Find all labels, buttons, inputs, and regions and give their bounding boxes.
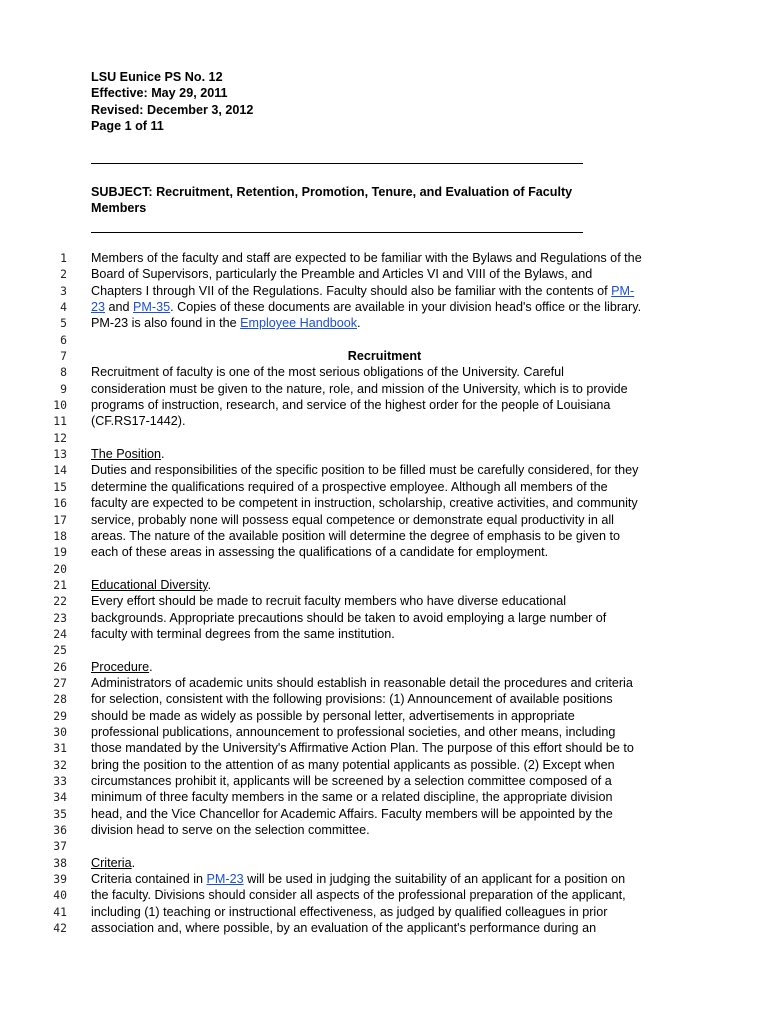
document-line bbox=[0, 675, 770, 691]
document-header bbox=[91, 69, 253, 135]
text-run: those mandated by the University's Affirmative Action Plan. The purpose of this effort should be to bbox=[91, 741, 634, 756]
document-line bbox=[0, 495, 770, 511]
page-indicator: Page 1 of 11 bbox=[91, 119, 164, 134]
text-run: should be made as widely as possible by personal letter, advertisements in appropriate bbox=[91, 708, 575, 723]
line-number: 22 bbox=[53, 594, 67, 609]
document-line bbox=[0, 626, 770, 642]
document-line bbox=[0, 920, 770, 936]
document-line bbox=[0, 757, 770, 773]
text-run: head, and the Vice Chancellor for Academic Affairs. Faculty members will be appointed by the bbox=[91, 806, 613, 821]
line-number: 36 bbox=[53, 823, 67, 838]
text-run: Administrators of academic units should establish in reasonable detail the procedures and criteria bbox=[91, 675, 633, 690]
line-text bbox=[91, 479, 608, 495]
document-line bbox=[0, 528, 770, 544]
text-run: Board of Supervisors, particularly the Preamble and Articles VI and VIII of the Bylaws, and bbox=[91, 267, 593, 282]
line-number: 21 bbox=[53, 577, 67, 592]
line-text bbox=[91, 364, 564, 380]
line-number: 41 bbox=[53, 904, 67, 919]
text-run: Duties and responsibilities of the specific position to be filled must be carefully considered, for they bbox=[91, 463, 639, 478]
line-text bbox=[91, 822, 370, 838]
subsection-heading: Criteria bbox=[91, 855, 132, 870]
document-line bbox=[0, 838, 770, 854]
line-text bbox=[91, 740, 634, 756]
text-run: consideration must be given to the nature, role, and mission of the University, which is to provide bbox=[91, 381, 628, 396]
text-run: Chapters I through VII of the Regulations. Faculty should also be familiar with the contents of bbox=[91, 283, 612, 298]
document-line bbox=[0, 708, 770, 724]
text-run: professional publications, announcement to professional societies, and other means, including bbox=[91, 724, 616, 739]
text-run: for selection, consistent with the following provisions: (1) Announcement of available positions bbox=[91, 692, 613, 707]
document-line bbox=[0, 315, 770, 331]
revised-date: Revised: December 3, 2012 bbox=[91, 102, 254, 117]
line-text bbox=[91, 675, 633, 691]
line-number: 9 bbox=[60, 381, 67, 396]
subject-divider bbox=[91, 232, 583, 233]
subsection-heading: The Position bbox=[91, 447, 162, 462]
line-text bbox=[91, 691, 613, 707]
document-line bbox=[0, 430, 770, 446]
line-text bbox=[91, 283, 634, 299]
line-text bbox=[91, 266, 592, 282]
document-line bbox=[0, 413, 770, 429]
subject-heading bbox=[91, 184, 671, 217]
pm-23-criteria-link[interactable]: PM-23 bbox=[206, 872, 244, 887]
line-number: 34 bbox=[53, 790, 67, 805]
line-number: 28 bbox=[53, 692, 67, 707]
line-text bbox=[91, 757, 615, 773]
text-run: . bbox=[207, 577, 212, 592]
line-text bbox=[91, 626, 395, 642]
document-line bbox=[0, 512, 770, 528]
pm-23-link-cont[interactable]: 23 bbox=[91, 300, 106, 315]
document-line bbox=[0, 364, 770, 380]
text-run: Recruitment of faculty is one of the most serious obligations of the University. Careful bbox=[91, 365, 564, 380]
text-run: backgrounds. Appropriate precautions should be taken to avoid employing a large number of bbox=[91, 610, 607, 625]
header-divider bbox=[91, 163, 583, 164]
document-line bbox=[0, 593, 770, 609]
text-run: Recruitment bbox=[347, 349, 422, 364]
line-number: 19 bbox=[53, 545, 67, 560]
text-run: Members of the faculty and staff are expected to be familiar with the Bylaws and Regulations of the bbox=[91, 251, 642, 265]
text-run: Every effort should be made to recruit faculty members who have diverse educational bbox=[91, 594, 567, 609]
subject-line-1: SUBJECT: Recruitment, Retention, Promotion, Tenure, and Evaluation of Faculty bbox=[91, 185, 573, 199]
document-line bbox=[0, 299, 770, 315]
line-number: 8 bbox=[60, 365, 67, 380]
document-line bbox=[0, 577, 770, 593]
line-text bbox=[91, 773, 612, 789]
text-run: faculty with terminal degrees from the same institution. bbox=[91, 626, 395, 641]
subject-line-2: Members bbox=[91, 201, 147, 216]
text-run: (CF.RS17-1442). bbox=[91, 414, 186, 429]
document-line bbox=[0, 904, 770, 920]
line-number: 38 bbox=[53, 855, 67, 870]
line-number: 32 bbox=[53, 757, 67, 772]
text-run: including (1) teaching or instructional effectiveness, as judged by qualified colleagues in prior bbox=[91, 904, 608, 919]
line-number: 23 bbox=[53, 610, 67, 625]
document-line bbox=[0, 887, 770, 903]
line-number: 18 bbox=[53, 528, 67, 543]
line-text bbox=[91, 871, 625, 887]
document-line bbox=[0, 659, 770, 675]
line-number: 12 bbox=[53, 430, 67, 445]
employee-handbook-link[interactable]: Employee Handbook bbox=[240, 316, 358, 331]
line-text bbox=[91, 413, 186, 429]
document-line bbox=[0, 250, 770, 266]
line-number: 14 bbox=[53, 463, 67, 478]
text-run: programs of instruction, research, and service of the highest order for the people of Louisiana bbox=[91, 398, 611, 413]
line-number: 40 bbox=[53, 888, 67, 903]
line-number: 27 bbox=[53, 675, 67, 690]
line-text bbox=[91, 544, 548, 560]
line-number: 26 bbox=[53, 659, 67, 674]
text-run: bring the position to the attention of as many potential applicants as possible. (2) Except when bbox=[91, 757, 615, 772]
document-body bbox=[0, 250, 770, 936]
line-number: 33 bbox=[53, 774, 67, 788]
text-run: . bbox=[149, 659, 153, 674]
effective-date: Effective: May 29, 2011 bbox=[91, 86, 228, 101]
document-line bbox=[0, 397, 770, 413]
text-run: each of these areas in assessing the qualifications of a candidate for employment. bbox=[91, 545, 549, 560]
line-text bbox=[91, 806, 613, 822]
line-text bbox=[91, 659, 153, 675]
line-text bbox=[91, 577, 211, 593]
document-line bbox=[0, 822, 770, 838]
line-number: 24 bbox=[53, 626, 67, 641]
text-run: . bbox=[357, 316, 361, 331]
subsection-heading: Educational Diversity bbox=[91, 577, 208, 592]
document-line bbox=[0, 479, 770, 495]
line-number: 2 bbox=[60, 267, 67, 282]
line-number: 15 bbox=[53, 479, 67, 494]
line-number: 30 bbox=[53, 724, 67, 739]
line-number: 16 bbox=[53, 496, 67, 511]
document-line bbox=[0, 332, 770, 348]
text-run: association and, where possible, by an evaluation of the applicant's performance during an bbox=[91, 921, 597, 936]
line-text bbox=[91, 512, 614, 528]
text-run: minimum of three faculty members in the same or a related discipline, the appropriate division bbox=[91, 790, 613, 805]
document-line bbox=[0, 806, 770, 822]
line-number: 6 bbox=[60, 332, 67, 347]
line-number: 4 bbox=[60, 300, 67, 315]
line-text bbox=[91, 887, 626, 903]
line-text bbox=[91, 593, 566, 609]
text-run: . bbox=[161, 447, 165, 462]
section-heading bbox=[91, 348, 678, 364]
line-text bbox=[91, 381, 628, 397]
text-run: will be used in judging the suitability of an applicant for a position on bbox=[243, 872, 626, 887]
line-text bbox=[91, 904, 607, 920]
line-number: 3 bbox=[60, 283, 67, 298]
line-text bbox=[91, 397, 610, 413]
line-text bbox=[91, 495, 638, 511]
document-line bbox=[0, 871, 770, 887]
document-line bbox=[0, 544, 770, 560]
document-line bbox=[0, 610, 770, 626]
document-line bbox=[0, 381, 770, 397]
line-number: 11 bbox=[53, 414, 67, 429]
line-number: 7 bbox=[60, 349, 67, 364]
pm-35-link[interactable]: PM-35 bbox=[133, 300, 171, 315]
text-run: areas. The nature of the available position will determine the degree of emphasis to be given to bbox=[91, 528, 621, 543]
document-line bbox=[0, 691, 770, 707]
line-text bbox=[91, 528, 620, 544]
line-number: 39 bbox=[53, 872, 67, 887]
line-text bbox=[91, 299, 641, 315]
pm-23-link[interactable]: PM- bbox=[611, 283, 635, 298]
document-line bbox=[0, 773, 770, 789]
text-run: faculty are expected to be competent in instruction, scholarship, creative activities, and community bbox=[91, 496, 638, 511]
text-run: determine the qualifications required of a prospective employee. Although all members of the bbox=[91, 479, 608, 494]
document-line bbox=[0, 462, 770, 478]
line-number: 37 bbox=[53, 839, 67, 854]
line-text bbox=[91, 855, 135, 871]
line-number: 42 bbox=[53, 921, 67, 936]
text-run: circumstances prohibit it, applicants will be screened by a selection committee composed of a bbox=[91, 774, 612, 788]
line-number: 25 bbox=[53, 643, 67, 658]
document-line bbox=[0, 855, 770, 871]
line-number: 35 bbox=[53, 806, 67, 821]
document-line bbox=[0, 348, 770, 364]
line-number: 1 bbox=[60, 251, 67, 265]
line-text bbox=[91, 462, 638, 478]
document-line bbox=[0, 789, 770, 805]
document-line bbox=[0, 266, 770, 282]
document-line bbox=[0, 283, 770, 299]
text-run: service, probably none will possess equal competence or demonstrate equal productivity in all bbox=[91, 512, 614, 527]
line-text bbox=[91, 789, 613, 805]
text-run: Criteria contained in bbox=[91, 872, 207, 887]
line-text bbox=[91, 315, 361, 331]
line-number: 20 bbox=[53, 561, 67, 576]
line-text bbox=[91, 920, 596, 936]
text-run: division head to serve on the selection committee. bbox=[91, 823, 370, 838]
document-line bbox=[0, 724, 770, 740]
line-text bbox=[91, 724, 615, 740]
subsection-heading: Procedure bbox=[91, 659, 150, 674]
line-number: 10 bbox=[53, 398, 67, 413]
text-run: and bbox=[105, 300, 134, 315]
line-text bbox=[91, 610, 606, 626]
policy-number: LSU Eunice PS No. 12 bbox=[91, 70, 223, 84]
text-run: . bbox=[131, 855, 136, 870]
text-run: PM-23 is also found in the bbox=[91, 316, 241, 331]
line-number: 13 bbox=[53, 447, 67, 462]
line-number: 31 bbox=[53, 741, 67, 756]
document-line bbox=[0, 740, 770, 756]
line-text bbox=[91, 708, 575, 724]
document-line bbox=[0, 561, 770, 577]
document-line bbox=[0, 642, 770, 658]
line-number: 5 bbox=[60, 316, 67, 331]
document-line bbox=[0, 446, 770, 462]
line-text bbox=[91, 446, 165, 462]
text-run: the faculty. Divisions should consider all aspects of the professional preparation of the applicant, bbox=[91, 888, 626, 903]
text-run: . Copies of these documents are available in your division head's office or the library. bbox=[170, 300, 642, 315]
line-number: 17 bbox=[53, 512, 67, 527]
line-number: 29 bbox=[53, 708, 67, 723]
line-text bbox=[91, 250, 642, 266]
